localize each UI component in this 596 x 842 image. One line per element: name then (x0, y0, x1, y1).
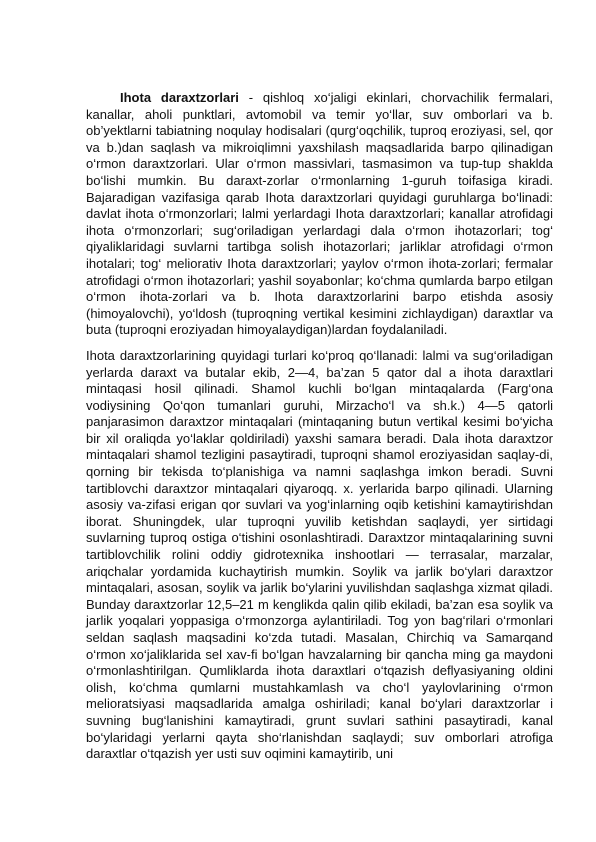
paragraph-1-text: - qishloq xo‘jaligi ekinlari, chorvachilik fermalari, kanallar, aholi punktlari, avtomobil va temir yo‘llar, suv omborlari va b. ob’yektlarni tabiatning noqulay hodisalari (qurg‘oqchilik, tuproq eroziyasi, sel, qor va b.)dan saqlash va mikroiqlimni yaxshilash maqsadlarida barpo qilinadigan o‘rmon daraxtzorlari. Ular o‘rmon massivlari, tasmasimon va tup-tup shaklda bo‘lishi mumkin. Bu daraxt-zorlar o‘rmonlarning 1-guruh toifasiga kiradi. Bajaradigan vazifasiga qarab Ihota daraxtzorlari quyidagi guruhlarga bo‘linadi: davlat ihota o‘rmonzorlari; lalmi yerlardagi Ihota daraxtzorlari; kanallar atrofidagi ihota o‘rmonzorlari; sug‘oriladigan yerlardagi dala o‘rmon ihotazorlari; tog‘ qiyaliklaridagi suvlarni tartibga solish ihotazorlari; jarliklar atrofidagi o‘rmon ihotalari; tog‘ meliorativ Ihota daraxtzorlari; yaylov o‘rmon ihota-zorlari; fermalar atrofidagi o‘rmon ihotazorlari; yashil soyabonlar; ko‘chma qumlarda barpo etilgan o‘rmon ihota-zorlari va b. Ihota daraxtzorlarini barpo etishda asosiy (himoyalovchi), yo‘ldosh (tuproqning vertikal kesimini zichlaydigan) daraxtlar va buta (tuproqni eroziyadan himoyalaydigan)lardan foydalaniladi. (86, 90, 553, 338)
paragraph-2: Ihota daraxtzorlarining quyidagi turlari ko‘proq qo‘llanadi: lalmi va sug‘oriladigan yerlarda daraxt va butalar ekib, 2—4, ba’zan 5 qator dal a ihota daraxtlari mintaqasi hosil qilinadi. Shamol kuchli bo‘lgan mintaqalarda (Farg‘ona vodiysining Qo‘qon tumanlari guruhi, Mirzacho‘l va sh.k.) 4—5 qatorli panjarasimon daraxtzor mintaqalari (mintaqaning butun vertikal kesimi bo‘yicha bir xil oraliqda yo‘laklar qoldiriladi) yaxshi samara beradi. Dala ihota daraxtzor mintaqalari shamol tezligini pasaytiradi, tuproqni shamol eroziyasidan saqlay-di, qorning bir tekisda to‘planishiga va namni saqlashga imkon beradi. Suvni tartiblovchi daraxtzor mintaqalari qiyaroqq. x. yerlarida barpo qilinadi. Ularning asosiy va-zifasi erigan qor suvlari va yog‘inlarning oqib ketishini kamaytirishdan iborat. Shuningdek, ular tuproqni yuvilib ketishdan saqlaydi, yer sirtidagi suvlarning tuproq ostiga o‘tishini osonlashtiradi. Daraxtzor mintaqalarining suvni tartiblovchilik rolini oddiy gidrotexnika inshootlari — terrasalar, marzalar, ariqchalar yordamida kuchaytirish mumkin. Soylik va jarlik bo‘ylari daraxtzor mintaqalari, asosan, soylik va jarlik bo‘ylarini yuvilishdan saqlashga xizmat qiladi. Bunday daraxtzorlar 12,5–21 m kenglikda qalin qilib ekiladi, ba’zan esa soylik va jarlik yoqalari yoppasiga o‘rmonzorga aylantiriladi. Tog yon bag‘rilari o‘rmonlari seldan saqlash maqsadini ko‘zda tutadi. Masalan, Chirchiq va Samarqand o‘rmon xo‘jaliklarida sel xav-fi bo‘lgan havzalarning bir qancha ming ga maydoni o‘rmonlashtirilgan. Qumliklarda ihota daraxtlari o‘tqazish deflyasiyaning oldini olish, ko‘chma qumlarni mustahkamlash va cho‘l yaylovlarining o‘rmon melioratsiyasi maqsadlarida amalga oshiriladi; kanal bo‘ylari daraxtzorlar i suvning bug‘lanishini kamaytiradi, grunt suvlari sathini pasaytiradi, kanal bo‘ylaridagi yerlarni qayta sho‘rlanishdan saqlaydi; suv omborlari atrofiga daraxtlar o‘tqazish yer usti suv oqimini kamaytirib, uni (86, 347, 553, 762)
paragraph-1 (86, 90, 553, 339)
term-heading: Ihota daraxtzorlari (120, 90, 239, 105)
